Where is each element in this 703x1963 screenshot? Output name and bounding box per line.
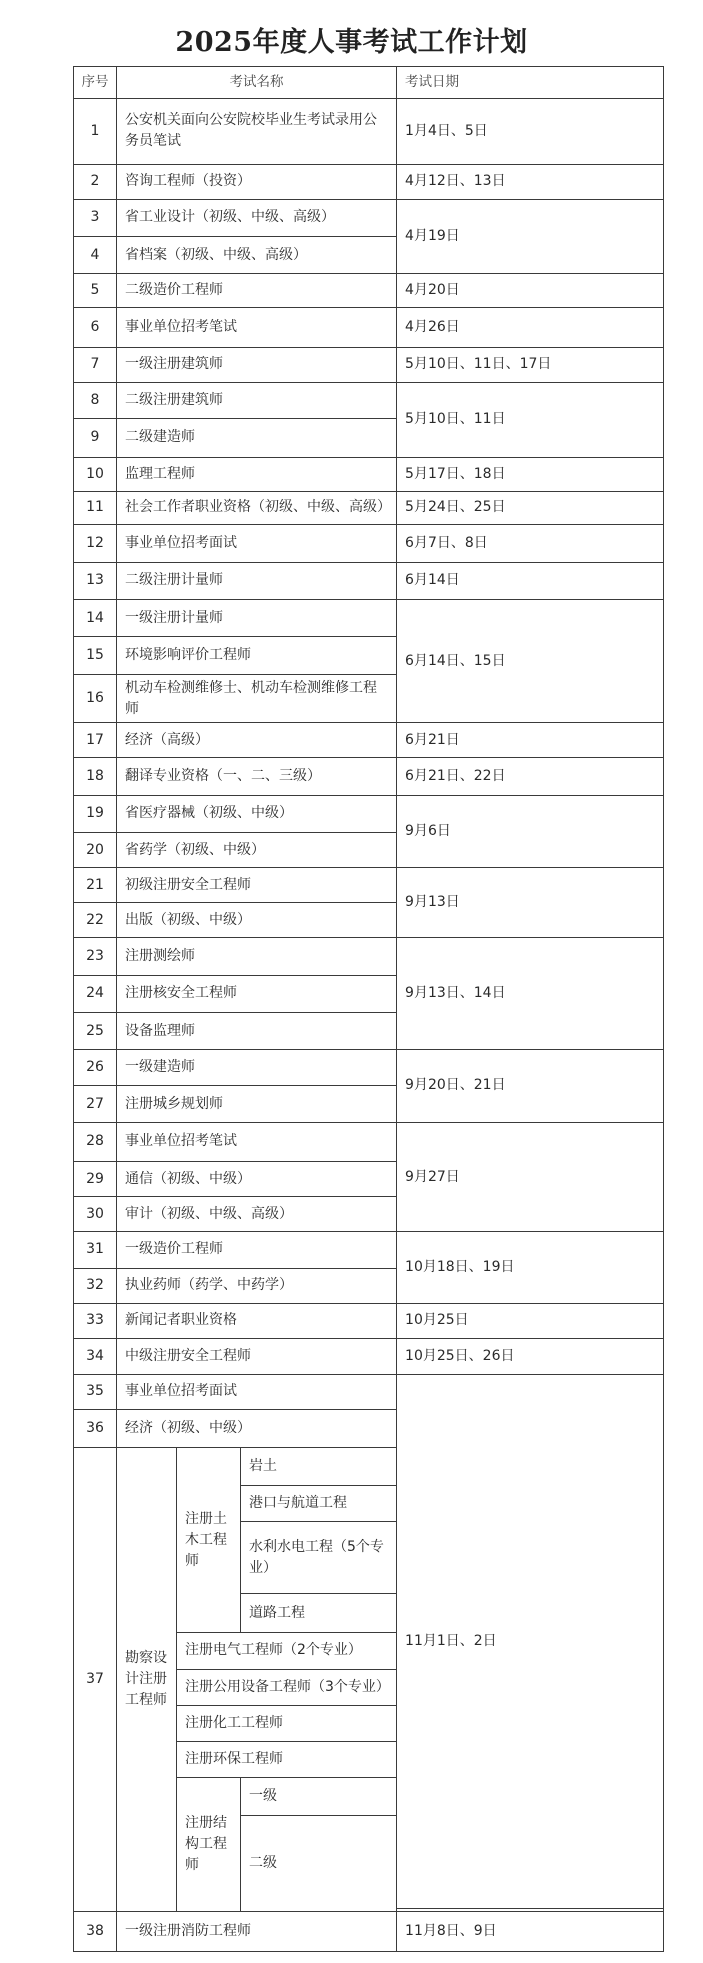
row-no: 35 [74, 1374, 117, 1409]
row-no: 33 [74, 1303, 117, 1338]
row-no: 27 [74, 1086, 117, 1122]
table-row [74, 457, 664, 491]
page-title: 2025年度人事考试工作计划 [175, 27, 528, 58]
row-no: 32 [74, 1268, 117, 1303]
row-no: 37 [74, 1448, 117, 1912]
row-name: 出版（初级、中级） [117, 903, 397, 938]
row-no: 25 [74, 1012, 117, 1049]
row-no: 5 [74, 274, 117, 308]
row-no: 21 [74, 868, 117, 903]
row-name: 二级注册计量师 [117, 562, 397, 599]
row-no: 31 [74, 1232, 117, 1268]
row-name: 注册城乡规划师 [117, 1086, 397, 1122]
table-row [74, 868, 664, 903]
table-row [74, 164, 664, 199]
table-row [74, 382, 664, 418]
row-name: 新闻记者职业资格 [117, 1303, 397, 1338]
row-name: 经济（初级、中级） [117, 1409, 397, 1447]
row-date: 9月6日 [397, 795, 664, 867]
row-name: 一级注册建筑师 [117, 347, 397, 382]
row-no: 13 [74, 562, 117, 599]
row-no: 34 [74, 1338, 117, 1374]
row-name: 执业药师（药学、中药学） [117, 1268, 397, 1303]
table-row [74, 795, 664, 832]
row-name: 通信（初级、中级） [117, 1162, 397, 1197]
row-date: 10月25日、26日 [397, 1338, 664, 1374]
row-no: 15 [74, 637, 117, 674]
table-row [74, 308, 664, 348]
row-no: 4 [74, 237, 117, 274]
row-date: 5月17日、18日 [397, 457, 664, 491]
row-name: 事业单位招考笔试 [117, 308, 397, 348]
row-date: 9月27日 [397, 1122, 664, 1232]
row-no: 38 [74, 1912, 117, 1952]
row-no: 12 [74, 525, 117, 562]
row-name: 一级造价工程师 [117, 1232, 397, 1268]
row-name: 公安机关面向公安院校毕业生考试录用公务员笔试 [117, 99, 397, 165]
row-name: 翻译专业资格（一、二、三级） [117, 758, 397, 795]
row-name: 机动车检测维修士、机动车检测维修工程师 [117, 674, 397, 723]
row-date: 6月14日、15日 [397, 600, 664, 723]
table-row [74, 1912, 664, 1952]
row-date: 6月21日、22日 [397, 758, 664, 795]
row-sub-name: 二级 [241, 1815, 397, 1911]
table-row [74, 274, 664, 308]
row-date: 6月7日、8日 [397, 525, 664, 562]
row-no: 2 [74, 164, 117, 199]
row-no: 8 [74, 382, 117, 418]
header-name: 考试名称 [117, 67, 397, 99]
row-sub-name: 水利水电工程（5个专业） [241, 1521, 397, 1593]
row-name: 事业单位招考笔试 [117, 1122, 397, 1162]
row-name: 环境影响评价工程师 [117, 637, 397, 674]
row-sub-name: 一级 [241, 1777, 397, 1815]
row-no: 30 [74, 1197, 117, 1232]
row-date: 4月19日 [397, 199, 664, 274]
row-no: 22 [74, 903, 117, 938]
table-header-row [74, 67, 664, 99]
row-date: 6月21日 [397, 723, 664, 758]
table-row [74, 1374, 664, 1409]
row-name: 省档案（初级、中级、高级） [117, 237, 397, 274]
row-name: 审计（初级、中级、高级） [117, 1197, 397, 1232]
row-no: 26 [74, 1050, 117, 1086]
row-date: 11月1日、2日 [397, 1374, 664, 1908]
row-sub-name: 道路工程 [241, 1594, 397, 1632]
row-name: 初级注册安全工程师 [117, 868, 397, 903]
row-name: 一级注册消防工程师 [117, 1912, 397, 1952]
row-date: 5月10日、11日 [397, 382, 664, 457]
row-name: 一级注册计量师 [117, 600, 397, 637]
row-no: 7 [74, 347, 117, 382]
row-date: 4月20日 [397, 274, 664, 308]
table-row [74, 1122, 664, 1162]
row-name: 省药学（初级、中级） [117, 833, 397, 868]
row-name: 设备监理师 [117, 1012, 397, 1049]
row-no: 23 [74, 938, 117, 975]
row-no: 36 [74, 1409, 117, 1447]
table-row [74, 1232, 664, 1268]
row-no: 17 [74, 723, 117, 758]
row-name: 经济（高级） [117, 723, 397, 758]
exam-schedule-table [73, 66, 664, 1952]
table-row [74, 199, 664, 236]
row-no: 10 [74, 457, 117, 491]
row-date: 9月20日、21日 [397, 1050, 664, 1122]
row-name: 事业单位招考面试 [117, 525, 397, 562]
row-date: 1月4日、5日 [397, 99, 664, 165]
row-sub-name: 注册环保工程师 [177, 1742, 397, 1777]
row-name: 注册测绘师 [117, 938, 397, 975]
row-sub-name: 注册电气工程师（2个专业） [177, 1632, 397, 1669]
row-no: 28 [74, 1122, 117, 1162]
row-no: 11 [74, 491, 117, 525]
header-date: 考试日期 [397, 67, 664, 99]
row-name: 注册核安全工程师 [117, 975, 397, 1012]
table-row [74, 1303, 664, 1338]
table-row [74, 723, 664, 758]
row-date: 10月18日、19日 [397, 1232, 664, 1303]
table-row [74, 600, 664, 637]
row-sub-name: 注册公用设备工程师（3个专业） [177, 1670, 397, 1706]
row-name: 事业单位招考面试 [117, 1374, 397, 1409]
row-name: 中级注册安全工程师 [117, 1338, 397, 1374]
row-name: 咨询工程师（投资） [117, 164, 397, 199]
row-no: 20 [74, 833, 117, 868]
row-sub-name: 岩土 [241, 1448, 397, 1485]
row-no: 3 [74, 199, 117, 236]
row-group-name: 勘察设计注册工程师 [117, 1448, 177, 1912]
row-civil-name: 注册土木工程师 [177, 1448, 241, 1632]
row-sub-name: 注册化工工程师 [177, 1706, 397, 1742]
row-date: 4月12日、13日 [397, 164, 664, 199]
row-no: 19 [74, 795, 117, 832]
header-no: 序号 [74, 67, 117, 99]
table-row [74, 1338, 664, 1374]
row-no: 6 [74, 308, 117, 348]
row-date: 4月26日 [397, 308, 664, 348]
row-name: 一级建造师 [117, 1050, 397, 1086]
table-row [74, 1050, 664, 1086]
table-row [74, 491, 664, 525]
row-date: 9月13日 [397, 868, 664, 938]
row-no: 18 [74, 758, 117, 795]
row-sub-name: 港口与航道工程 [241, 1485, 397, 1521]
row-no: 24 [74, 975, 117, 1012]
row-date: 10月25日 [397, 1303, 664, 1338]
row-name: 监理工程师 [117, 457, 397, 491]
row-date: 5月24日、25日 [397, 491, 664, 525]
table-row [74, 562, 664, 599]
table-row [74, 758, 664, 795]
row-date: 9月13日、14日 [397, 938, 664, 1050]
row-date: 6月14日 [397, 562, 664, 599]
row-no: 16 [74, 674, 117, 723]
table-row [74, 938, 664, 975]
row-no: 29 [74, 1162, 117, 1197]
row-no: 1 [74, 99, 117, 165]
table-row [74, 525, 664, 562]
row-sub-name: 注册结构工程师 [177, 1777, 241, 1912]
row-name: 省医疗器械（初级、中级） [117, 795, 397, 832]
row-date: 5月10日、11日、17日 [397, 347, 664, 382]
row-no: 9 [74, 419, 117, 457]
row-name: 二级注册建筑师 [117, 382, 397, 418]
row-name: 省工业设计（初级、中级、高级） [117, 199, 397, 236]
row-name: 社会工作者职业资格（初级、中级、高级） [117, 491, 397, 525]
row-name: 二级建造师 [117, 419, 397, 457]
row-no: 14 [74, 600, 117, 637]
table-row [74, 347, 664, 382]
row-name: 二级造价工程师 [117, 274, 397, 308]
table-row [74, 99, 664, 165]
row-date: 11月8日、9日 [397, 1912, 664, 1952]
